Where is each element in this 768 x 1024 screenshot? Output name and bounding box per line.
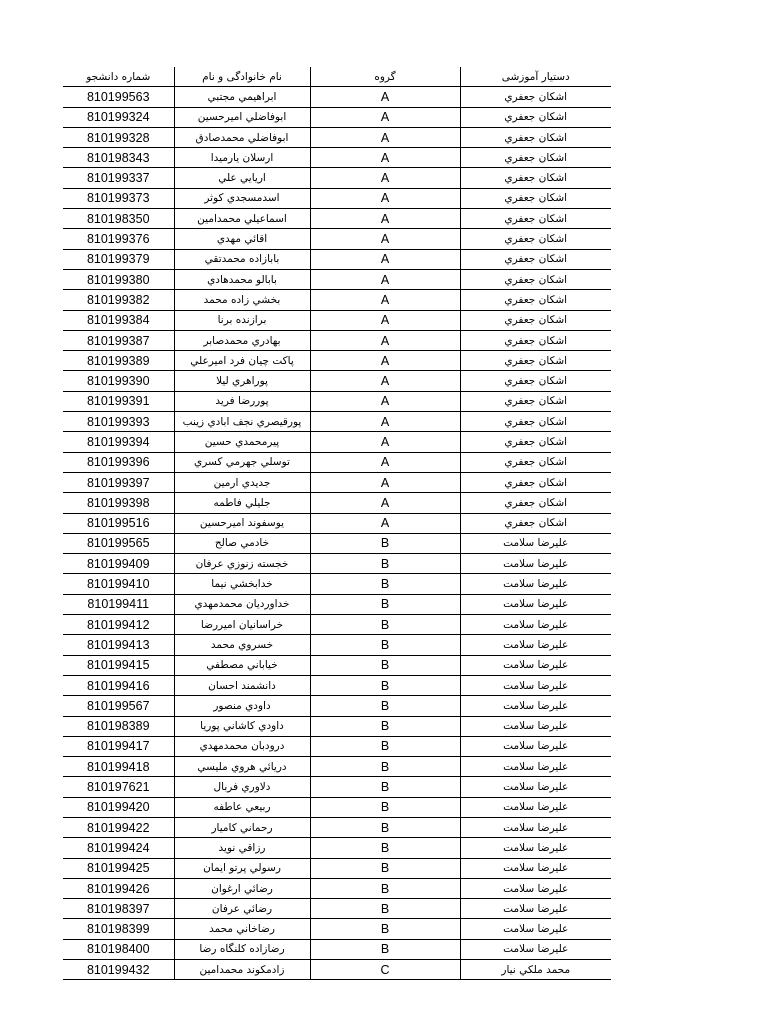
- group-cell: A: [310, 127, 460, 147]
- student-id-cell: 810199382: [63, 290, 174, 310]
- student-id-cell: 810199409: [63, 554, 174, 574]
- group-cell: B: [310, 574, 460, 594]
- table-row: [63, 371, 611, 391]
- teaching-assistant-cell: اشكان جعفري: [460, 472, 611, 492]
- group-cell: A: [310, 290, 460, 310]
- table-row: [63, 696, 611, 716]
- student-id-cell: 810197621: [63, 777, 174, 797]
- group-cell: B: [310, 615, 460, 635]
- table-row: [63, 452, 611, 472]
- group-cell: A: [310, 249, 460, 269]
- group-cell: A: [310, 330, 460, 350]
- student-name-cell: پاكت چيان فرد اميرعلي: [174, 351, 310, 371]
- student-id-cell: 810198400: [63, 939, 174, 959]
- student-name-cell: جديدي ارمين: [174, 472, 310, 492]
- teaching-assistant-cell: اشكان جعفري: [460, 107, 611, 127]
- student-id-cell: 810199379: [63, 249, 174, 269]
- student-id-cell: 810198397: [63, 899, 174, 919]
- teaching-assistant-cell: عليرضا سلامت: [460, 594, 611, 614]
- table-row: [63, 878, 611, 898]
- group-cell: A: [310, 493, 460, 513]
- group-cell: B: [310, 635, 460, 655]
- student-name-cell: اقائي مهدي: [174, 229, 310, 249]
- student-name-cell: دلاوري فربال: [174, 777, 310, 797]
- student-name-cell: پوررضا فريد: [174, 391, 310, 411]
- student-name-cell: درودبان محمدمهدي: [174, 736, 310, 756]
- teaching-assistant-cell: عليرضا سلامت: [460, 655, 611, 675]
- group-cell: B: [310, 899, 460, 919]
- teaching-assistant-cell: اشكان جعفري: [460, 310, 611, 330]
- group-cell: A: [310, 87, 460, 107]
- table-row: [63, 716, 611, 736]
- group-cell: A: [310, 412, 460, 432]
- table-row: [63, 87, 611, 107]
- teaching-assistant-cell: عليرضا سلامت: [460, 838, 611, 858]
- student-roster-table: [63, 67, 611, 980]
- group-cell: B: [310, 838, 460, 858]
- header-ta: دستیار آموزشی: [460, 67, 611, 87]
- student-name-cell: خادمي صالح: [174, 533, 310, 553]
- teaching-assistant-cell: اشكان جعفري: [460, 188, 611, 208]
- teaching-assistant-cell: اشكان جعفري: [460, 229, 611, 249]
- teaching-assistant-cell: اشكان جعفري: [460, 209, 611, 229]
- table-row: [63, 736, 611, 756]
- student-id-cell: 810199324: [63, 107, 174, 127]
- student-name-cell: رضائي عرفان: [174, 899, 310, 919]
- student-name-cell: دريائي هروي مليسي: [174, 757, 310, 777]
- student-id-cell: 810199411: [63, 594, 174, 614]
- student-id-cell: 810198399: [63, 919, 174, 939]
- student-roster-sheet: [63, 67, 611, 980]
- group-cell: B: [310, 797, 460, 817]
- table-row: [63, 249, 611, 269]
- teaching-assistant-cell: عليرضا سلامت: [460, 878, 611, 898]
- table-row: [63, 472, 611, 492]
- table-row: [63, 574, 611, 594]
- group-cell: A: [310, 148, 460, 168]
- teaching-assistant-cell: اشكان جعفري: [460, 330, 611, 350]
- group-cell: A: [310, 310, 460, 330]
- group-cell: B: [310, 757, 460, 777]
- student-id-cell: 810199384: [63, 310, 174, 330]
- teaching-assistant-cell: اشكان جعفري: [460, 452, 611, 472]
- table-row: [63, 919, 611, 939]
- student-id-cell: 810199328: [63, 127, 174, 147]
- header-name: نام خانوادگی و نام: [174, 67, 310, 87]
- table-row: [63, 899, 611, 919]
- student-name-cell: خدابخشي نيما: [174, 574, 310, 594]
- group-cell: B: [310, 696, 460, 716]
- table-row: [63, 351, 611, 371]
- student-id-cell: 810198389: [63, 716, 174, 736]
- group-cell: B: [310, 533, 460, 553]
- student-id-cell: 810199416: [63, 675, 174, 695]
- teaching-assistant-cell: اشكان جعفري: [460, 87, 611, 107]
- student-id-cell: 810199394: [63, 432, 174, 452]
- student-id-cell: 810199412: [63, 615, 174, 635]
- student-id-cell: 810199396: [63, 452, 174, 472]
- student-id-cell: 810199398: [63, 493, 174, 513]
- table-row: [63, 817, 611, 837]
- group-cell: A: [310, 351, 460, 371]
- teaching-assistant-cell: عليرضا سلامت: [460, 817, 611, 837]
- student-name-cell: رسولي پرتو ايمان: [174, 858, 310, 878]
- student-name-cell: دانشمند احسان: [174, 675, 310, 695]
- table-row: [63, 209, 611, 229]
- group-cell: B: [310, 655, 460, 675]
- student-id-cell: 810199432: [63, 960, 174, 980]
- student-id-cell: 810199417: [63, 736, 174, 756]
- table-row: [63, 960, 611, 980]
- teaching-assistant-cell: اشكان جعفري: [460, 148, 611, 168]
- table-row: [63, 290, 611, 310]
- student-id-cell: 810199337: [63, 168, 174, 188]
- teaching-assistant-cell: اشكان جعفري: [460, 432, 611, 452]
- student-name-cell: خراسانيان اميررضا: [174, 615, 310, 635]
- teaching-assistant-cell: اشكان جعفري: [460, 493, 611, 513]
- roster-body: [63, 87, 611, 980]
- student-name-cell: خداورديان محمدمهدي: [174, 594, 310, 614]
- table-row: [63, 777, 611, 797]
- student-id-cell: 810199373: [63, 188, 174, 208]
- student-name-cell: خجسته زنوزي عرفان: [174, 554, 310, 574]
- student-id-cell: 810199426: [63, 878, 174, 898]
- student-name-cell: اريايي علي: [174, 168, 310, 188]
- student-name-cell: ابوفاضلي اميرحسين: [174, 107, 310, 127]
- table-row: [63, 635, 611, 655]
- student-name-cell: پورقيصري نجف ابادي زينب: [174, 412, 310, 432]
- student-name-cell: ارسلان يارميدا: [174, 148, 310, 168]
- teaching-assistant-cell: عليرضا سلامت: [460, 736, 611, 756]
- group-cell: A: [310, 229, 460, 249]
- table-row: [63, 757, 611, 777]
- teaching-assistant-cell: عليرضا سلامت: [460, 757, 611, 777]
- teaching-assistant-cell: اشكان جعفري: [460, 127, 611, 147]
- group-cell: A: [310, 452, 460, 472]
- group-cell: B: [310, 919, 460, 939]
- student-id-cell: 810199397: [63, 472, 174, 492]
- teaching-assistant-cell: اشكان جعفري: [460, 168, 611, 188]
- teaching-assistant-cell: عليرضا سلامت: [460, 899, 611, 919]
- teaching-assistant-cell: اشكان جعفري: [460, 412, 611, 432]
- student-name-cell: اسماعيلي محمدامين: [174, 209, 310, 229]
- table-row: [63, 432, 611, 452]
- group-cell: B: [310, 939, 460, 959]
- student-name-cell: بخشي زاده محمد: [174, 290, 310, 310]
- teaching-assistant-cell: اشكان جعفري: [460, 351, 611, 371]
- student-name-cell: خياباني مصطفي: [174, 655, 310, 675]
- student-id-cell: 810199413: [63, 635, 174, 655]
- student-id-cell: 810199415: [63, 655, 174, 675]
- teaching-assistant-cell: عليرضا سلامت: [460, 919, 611, 939]
- table-row: [63, 594, 611, 614]
- table-row: [63, 330, 611, 350]
- table-row: [63, 838, 611, 858]
- student-name-cell: ابوفاضلي محمدصادق: [174, 127, 310, 147]
- student-name-cell: رضائي ارغوان: [174, 878, 310, 898]
- teaching-assistant-cell: عليرضا سلامت: [460, 797, 611, 817]
- student-id-cell: 810198350: [63, 209, 174, 229]
- header-group: گروه: [310, 67, 460, 87]
- group-cell: C: [310, 960, 460, 980]
- table-row: [63, 107, 611, 127]
- student-name-cell: زادمكوند محمدامين: [174, 960, 310, 980]
- student-id-cell: 810199424: [63, 838, 174, 858]
- teaching-assistant-cell: اشكان جعفري: [460, 391, 611, 411]
- student-id-cell: 810199390: [63, 371, 174, 391]
- table-row: [63, 858, 611, 878]
- group-cell: B: [310, 594, 460, 614]
- teaching-assistant-cell: عليرضا سلامت: [460, 574, 611, 594]
- student-name-cell: ابراهيمي مجتبي: [174, 87, 310, 107]
- teaching-assistant-cell: اشكان جعفري: [460, 290, 611, 310]
- group-cell: B: [310, 817, 460, 837]
- teaching-assistant-cell: اشكان جعفري: [460, 513, 611, 533]
- header-student-id: شماره دانشجو: [63, 67, 174, 87]
- table-row: [63, 127, 611, 147]
- table-row: [63, 269, 611, 289]
- student-id-cell: 810199391: [63, 391, 174, 411]
- student-name-cell: رزاقي نويد: [174, 838, 310, 858]
- teaching-assistant-cell: عليرضا سلامت: [460, 635, 611, 655]
- student-id-cell: 810199563: [63, 87, 174, 107]
- teaching-assistant-cell: عليرضا سلامت: [460, 554, 611, 574]
- group-cell: A: [310, 188, 460, 208]
- student-name-cell: رحماني كاميار: [174, 817, 310, 837]
- teaching-assistant-cell: محمد ملكي نيار: [460, 960, 611, 980]
- table-row: [63, 675, 611, 695]
- student-id-cell: 810199516: [63, 513, 174, 533]
- teaching-assistant-cell: عليرضا سلامت: [460, 615, 611, 635]
- table-row: [63, 148, 611, 168]
- group-cell: A: [310, 391, 460, 411]
- student-name-cell: پوراهري ليلا: [174, 371, 310, 391]
- teaching-assistant-cell: عليرضا سلامت: [460, 939, 611, 959]
- table-row: [63, 391, 611, 411]
- student-name-cell: رضازاده كلنگاه رضا: [174, 939, 310, 959]
- group-cell: A: [310, 371, 460, 391]
- table-row: [63, 168, 611, 188]
- group-cell: A: [310, 209, 460, 229]
- group-cell: B: [310, 675, 460, 695]
- teaching-assistant-cell: عليرضا سلامت: [460, 858, 611, 878]
- student-name-cell: بابازاده محمدتقي: [174, 249, 310, 269]
- table-row: [63, 615, 611, 635]
- teaching-assistant-cell: اشكان جعفري: [460, 249, 611, 269]
- teaching-assistant-cell: عليرضا سلامت: [460, 696, 611, 716]
- student-name-cell: داودي كاشاني پوريا: [174, 716, 310, 736]
- student-name-cell: توسلي جهرمي كسري: [174, 452, 310, 472]
- group-cell: A: [310, 472, 460, 492]
- group-cell: B: [310, 736, 460, 756]
- table-row: [63, 939, 611, 959]
- student-name-cell: پيرمحمدي حسين: [174, 432, 310, 452]
- student-name-cell: داودي منصور: [174, 696, 310, 716]
- teaching-assistant-cell: اشكان جعفري: [460, 371, 611, 391]
- student-id-cell: 810198343: [63, 148, 174, 168]
- student-id-cell: 810199387: [63, 330, 174, 350]
- student-id-cell: 810199422: [63, 817, 174, 837]
- table-row: [63, 655, 611, 675]
- group-cell: A: [310, 107, 460, 127]
- group-cell: A: [310, 513, 460, 533]
- table-row: [63, 310, 611, 330]
- teaching-assistant-cell: عليرضا سلامت: [460, 675, 611, 695]
- teaching-assistant-cell: عليرضا سلامت: [460, 533, 611, 553]
- group-cell: B: [310, 716, 460, 736]
- group-cell: B: [310, 858, 460, 878]
- group-cell: A: [310, 432, 460, 452]
- student-name-cell: رضاخاني محمد: [174, 919, 310, 939]
- student-name-cell: اسدمسجدي كوثر: [174, 188, 310, 208]
- student-id-cell: 810199393: [63, 412, 174, 432]
- group-cell: B: [310, 554, 460, 574]
- student-name-cell: بابالو محمدهادي: [174, 269, 310, 289]
- table-row: [63, 412, 611, 432]
- header-row: [63, 67, 611, 87]
- group-cell: A: [310, 168, 460, 188]
- student-id-cell: 810199410: [63, 574, 174, 594]
- student-id-cell: 810199425: [63, 858, 174, 878]
- student-name-cell: برازنده برنا: [174, 310, 310, 330]
- student-id-cell: 810199380: [63, 269, 174, 289]
- student-name-cell: يوسفوند اميرحسين: [174, 513, 310, 533]
- student-id-cell: 810199389: [63, 351, 174, 371]
- student-id-cell: 810199418: [63, 757, 174, 777]
- table-row: [63, 797, 611, 817]
- student-name-cell: جليلي فاطمه: [174, 493, 310, 513]
- teaching-assistant-cell: اشكان جعفري: [460, 269, 611, 289]
- teaching-assistant-cell: عليرضا سلامت: [460, 716, 611, 736]
- student-id-cell: 810199565: [63, 533, 174, 553]
- group-cell: A: [310, 269, 460, 289]
- student-id-cell: 810199567: [63, 696, 174, 716]
- table-row: [63, 533, 611, 553]
- table-row: [63, 229, 611, 249]
- student-name-cell: خسروي محمد: [174, 635, 310, 655]
- student-id-cell: 810199420: [63, 797, 174, 817]
- table-row: [63, 554, 611, 574]
- teaching-assistant-cell: عليرضا سلامت: [460, 777, 611, 797]
- table-row: [63, 513, 611, 533]
- student-name-cell: ربيعي عاطفه: [174, 797, 310, 817]
- group-cell: B: [310, 878, 460, 898]
- table-row: [63, 188, 611, 208]
- student-id-cell: 810199376: [63, 229, 174, 249]
- group-cell: B: [310, 777, 460, 797]
- student-name-cell: بهادري محمدصابر: [174, 330, 310, 350]
- table-row: [63, 493, 611, 513]
